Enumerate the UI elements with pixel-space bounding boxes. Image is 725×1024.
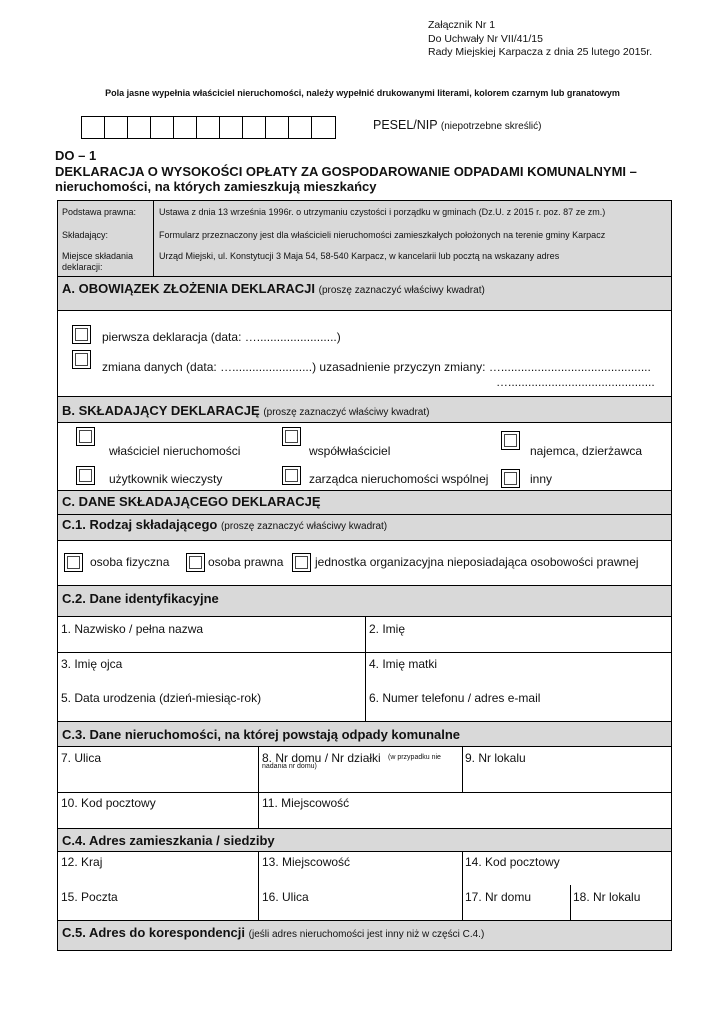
pesel-digit[interactable] [312,117,335,138]
field-residence-house[interactable]: 17. Nr domu [465,890,532,904]
data-change-continuation: …............................................ [496,375,655,389]
pesel-digit[interactable] [128,117,151,138]
field-residence-apartment[interactable]: 18. Nr lokalu [573,890,641,904]
section-a-title: A. OBOWIĄZEK ZŁOŻENIA DEKLARACJI (proszę zaznaczyć właściwy kwadrat) [62,281,485,296]
field-residence-city[interactable]: 13. Miejscowość [262,855,351,869]
form-code: DO – 1 [55,148,97,163]
other-label: inny [530,472,553,486]
field-surname[interactable]: 1. Nazwisko / pełna nazwa [61,622,204,636]
field-residence-postal[interactable]: 14. Kod pocztowy [465,855,560,869]
section-c1-title: C.1. Rodzaj składającego (proszę zaznaczyć właściwy kwadrat) [62,517,388,532]
pesel-digit[interactable] [289,117,312,138]
annex-line-2: Do Uchwały Nr VII/41/15 [428,32,543,45]
field-residence-street[interactable]: 16. Ulica [262,890,309,904]
perpetual-user-label: użytkownik wieczysty [109,472,223,486]
form-title-line1: DEKLARACJA O WYSOKOŚCI OPŁATY ZA GOSPODAROWANIE ODPADAMI KOMUNALNYMI – [55,163,637,179]
natural-person-label: osoba fizyczna [90,555,170,569]
natural-person-checkbox[interactable] [64,553,83,572]
field-mother-name[interactable]: 4. Imię matki [369,657,438,671]
declaration-form [57,200,672,951]
section-c-title: C. DANE SKŁADAJĄCEGO DEKLARACJĘ [62,494,321,509]
annex-line-1: Załącznik Nr 1 [428,19,496,31]
place-value: Urząd Miejski, ul. Konstytucji 3 Maja 54, 58-540 Karpacz, w kancelarii lub pocztą na wskazany adres [159,251,560,261]
section-c4-title: C.4. Adres zamieszkania / siedziby [62,833,275,848]
section-c5-title: C.5. Adres do korespondencji (jeśli adres nieruchomości jest inny niż w części C.4.) [62,925,485,940]
basis-value: Ustawa z dnia 13 września 1996r. o utrzymaniu czystości i porządku w gminach (Dz.U. z 2015 r. poz. 87 ze zm.) [159,207,606,217]
legal-person-label: osoba prawna [208,555,284,569]
pesel-digit[interactable] [197,117,220,138]
pesel-input-grid[interactable] [81,116,336,139]
pesel-label: PESEL/NIP (niepotrzebne skreślić) [373,118,542,132]
field-apartment[interactable]: 9. Nr lokalu [465,751,526,765]
legal-person-checkbox[interactable] [186,553,205,572]
filer-value: Formularz przeznaczony jest dla właścicieli nieruchomości zamieszkałych położonych na terenie gminy Karpacz [159,230,606,240]
field-house-number[interactable]: 8. Nr domu / Nr działki [262,751,381,765]
manager-label: zarządca nieruchomości wspólnej [309,472,489,486]
perpetual-user-checkbox[interactable] [76,466,95,485]
data-change-checkbox[interactable] [72,350,91,369]
pesel-digit[interactable] [151,117,174,138]
field-country[interactable]: 12. Kraj [61,855,103,869]
pesel-digit[interactable] [220,117,243,138]
section-c3-title: C.3. Dane nieruchomości, na której powstają odpady komunalne [62,727,461,742]
org-unit-checkbox[interactable] [292,553,311,572]
pesel-digit[interactable] [266,117,289,138]
pesel-digit[interactable] [174,117,197,138]
pesel-digit[interactable] [243,117,266,138]
place-label-2: deklaracji: [62,262,103,272]
instruction-note: Pola jasne wypełnia właściciel nieruchomości, należy wypełnić drukowanymi literami, kolorem czarnym lub granatowym [105,88,620,98]
filer-label: Składający: [62,230,109,240]
tenant-label: najemca, dzierżawca [530,444,643,458]
section-b-title: B. SKŁADAJĄCY DEKLARACJĘ (proszę zaznaczyć właściwy kwadrat) [62,403,430,418]
field-post-office[interactable]: 15. Poczta [61,890,118,904]
coowner-checkbox[interactable] [282,427,301,446]
pesel-digit[interactable] [82,117,105,138]
coowner-label: współwłaściciel [309,444,391,458]
field-birth-date[interactable]: 5. Data urodzenia (dzień-miesiąc-rok) [61,691,262,705]
annex-line-3: Rady Miejskiej Karpacza z dnia 25 lutego 2015r. [428,46,653,58]
field-street[interactable]: 7. Ulica [61,751,102,765]
form-title-line2: nieruchomości, na których zamieszkują mieszkańcy [55,179,377,194]
place-label: Miejsce składania [62,251,134,261]
first-declaration-checkbox[interactable] [72,325,91,344]
field-phone-email[interactable]: 6. Numer telefonu / adres e-mail [369,691,541,705]
first-declaration-label: pierwsza deklaracja (data: …........................) [102,330,341,344]
basis-label: Podstawa prawna: [62,207,137,217]
data-change-label: zmiana danych (data: …........................) uzasadnienie przyczyn zmiany: …............................................. [102,360,651,374]
other-checkbox[interactable] [501,469,520,488]
pesel-digit[interactable] [105,117,128,138]
house-number-note: (w przypadku nie nadania nr domu) [262,754,441,770]
field-father-name[interactable]: 3. Imię ojca [61,657,123,671]
field-postal-code[interactable]: 10. Kod pocztowy [61,796,156,810]
form-title [55,148,637,195]
owner-checkbox[interactable] [76,427,95,446]
annex-header [428,19,652,60]
manager-checkbox[interactable] [282,466,301,485]
org-unit-label: jednostka organizacyjna nieposiadająca osobowości prawnej [315,555,639,569]
tenant-checkbox[interactable] [501,431,520,450]
section-c2-title: C.2. Dane identyfikacyjne [62,591,219,606]
field-city[interactable]: 11. Miejscowość [262,796,350,810]
field-first-name[interactable]: 2. Imię [369,622,406,636]
owner-label: właściciel nieruchomości [109,444,241,458]
